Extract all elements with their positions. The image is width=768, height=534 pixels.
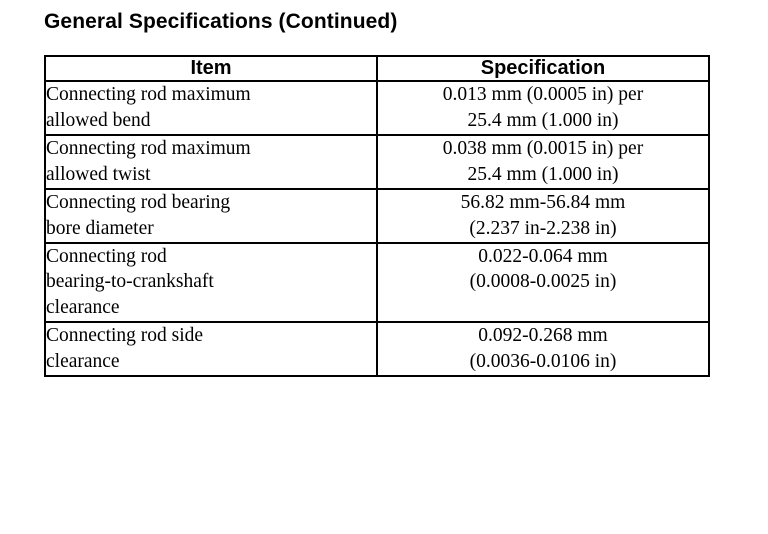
cell-item: [45, 81, 377, 135]
cell-line: 0.013 mm (0.0005 in) per: [442, 84, 644, 105]
cell-line: (0.0036-0.0106 in): [469, 351, 617, 373]
cell-line: bore diameter: [46, 217, 154, 239]
cell-item: [45, 322, 377, 376]
cell-line: 0.038 mm (0.0015 in) per: [442, 137, 644, 159]
column-header-specification: Specification: [377, 56, 709, 81]
cell-line: (0.0008-0.0025 in): [469, 271, 617, 293]
cell-line: Connecting rod bearing: [46, 191, 231, 213]
cell-specification: [377, 189, 709, 243]
cell-line: Connecting rod side: [46, 325, 204, 347]
cell-line: 0.022-0.064 mm: [478, 245, 608, 267]
column-header-item: Item: [45, 56, 377, 81]
table-header: [45, 56, 709, 81]
cell-specification: [377, 81, 709, 135]
cell-line: bearing-to-crankshaft: [46, 271, 214, 293]
cell-specification: [377, 135, 709, 189]
cell-line: Connecting rod: [46, 245, 167, 267]
cell-line: 25.4 mm (1.000 in): [467, 163, 619, 185]
table-row: [45, 135, 709, 189]
cell-line: clearance: [46, 297, 120, 319]
cell-line: 25.4 mm (1.000 in): [467, 109, 619, 131]
cell-item: [45, 135, 377, 189]
table-row: [45, 81, 709, 135]
general-specifications-table: [44, 55, 710, 377]
table-row: [45, 243, 709, 323]
table-body: [45, 81, 709, 376]
table-row: [45, 189, 709, 243]
cell-line: 56.82 mm-56.84 mm: [460, 191, 626, 213]
cell-specification: [377, 243, 709, 323]
cell-line: (2.237 in-2.238 in): [469, 217, 617, 239]
table-row: [45, 322, 709, 376]
cell-line: Connecting rod maximum: [46, 137, 251, 159]
cell-item: [45, 243, 377, 323]
page-title: General Specifications (Continued): [44, 10, 398, 33]
cell-specification: [377, 322, 709, 376]
cell-line: allowed twist: [46, 163, 151, 185]
cell-line: Connecting rod maximum: [46, 84, 251, 105]
cell-line: allowed bend: [46, 109, 151, 131]
table-header-row: [45, 56, 709, 81]
cell-item: [45, 189, 377, 243]
cell-line: clearance: [46, 351, 120, 373]
cell-line: 0.092-0.268 mm: [478, 325, 608, 347]
